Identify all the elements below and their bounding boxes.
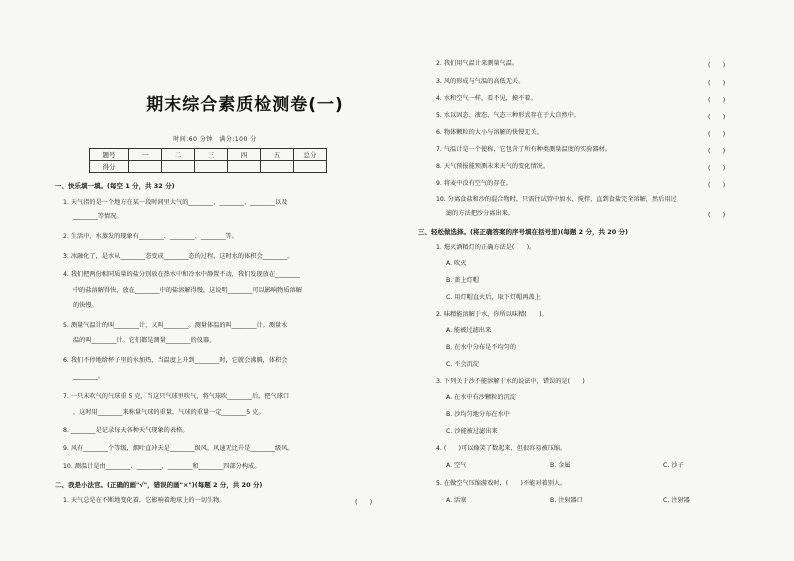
option-b[interactable]: B. 盖上灯帽 bbox=[446, 277, 479, 284]
score-row-label: 得分 bbox=[90, 161, 129, 173]
option-a[interactable]: A. 吹灭 bbox=[446, 260, 467, 267]
answer-paren[interactable]: ( ) bbox=[708, 97, 726, 104]
option-c[interactable]: C. 沙子 bbox=[663, 462, 684, 469]
score-cell: 二 bbox=[162, 149, 195, 161]
score-cell[interactable] bbox=[261, 161, 294, 173]
answer-paren[interactable]: ( ) bbox=[708, 131, 726, 138]
question-line: 中的盐溶解得快，放在________中的盐溶解得慢，这说明________可以影响物质溶解 bbox=[73, 287, 302, 294]
score-cell[interactable] bbox=[129, 161, 162, 173]
option-c[interactable]: C. 沙能被过滤出来 bbox=[446, 428, 498, 435]
question-line: 3. 冰融化了，是水从________态变成________态的过程，这时水的体积会________。 bbox=[63, 253, 294, 260]
question-line: 7. 一只未吹气的气球重 5 克，当这只气球里吹气，将气球吹________后，把气球口 bbox=[63, 393, 290, 400]
question-line: 1. 熄灭酒精灯的正确方法是( )。 bbox=[436, 244, 536, 251]
question-line: 5. 在做空气压缩游戏时，( )不能对着别人。 bbox=[436, 480, 567, 487]
question-line: 1. 天气指的是一个地方在某一段时间里大气的________、________、________以及 bbox=[63, 199, 288, 206]
question-line: 5. 水以固态、液态、气态三种形式存在于大自然中。 bbox=[436, 112, 580, 119]
question-line: 温的叫________计。它们都是测量________的仪器。 bbox=[73, 337, 216, 344]
question-line: ________。 bbox=[73, 373, 104, 380]
question-line: 8. 天气预报能预测未来天气的变化情况。 bbox=[436, 163, 550, 170]
option-b[interactable]: B. 金属 bbox=[550, 462, 571, 469]
option-b[interactable]: B. 注射器口 bbox=[550, 497, 583, 504]
exam-meta: 时间:60 分钟 满分:100 分 bbox=[173, 136, 257, 143]
answer-paren[interactable]: ( ) bbox=[708, 148, 726, 155]
score-table-header bbox=[90, 149, 327, 161]
question-line: 9. 将麦中没有空气的存在。 bbox=[436, 180, 512, 187]
question-line: 2. 生活中，水蒸发的现象有________、________、________等。 bbox=[63, 233, 238, 240]
right-column bbox=[418, 0, 748, 561]
question-line: ，这时用________来称量气球的重量，气球的重量一定________5 克。 bbox=[73, 409, 265, 416]
question-line: 1. 天气总是在不断地变化着，它影响着地球上的一切生物。 bbox=[63, 497, 226, 504]
score-cell: 三 bbox=[195, 149, 228, 161]
section-2-heading: 二、我是小法官。(正确的画"√"，错误的画"×")(每题 2 分，共 20 分) bbox=[55, 481, 263, 489]
score-table-row bbox=[90, 161, 327, 173]
section-1-heading: 一、快乐填一填。(每空 1 分，共 32 分) bbox=[55, 182, 175, 190]
answer-paren[interactable]: ( ) bbox=[708, 62, 726, 69]
option-a[interactable]: A. 在水中有沙颗粒的沉淀 bbox=[446, 394, 516, 401]
question-line: 6. 物体颗粒的大小与溶解的快慢无关。 bbox=[436, 129, 543, 136]
question-line: 3. 下列关于沙不能溶解于水的说法中，错误的是( ) bbox=[436, 378, 585, 385]
section-3-heading: 三、轻松做选择。(将正确答案的序号填在括号里)(每题 2 分，共 20 分) bbox=[418, 228, 629, 236]
left-column bbox=[55, 0, 395, 561]
question-line: 9. 风有________个等级，烟叶直冲天是________级风，风速无比升是________级风。 bbox=[63, 445, 294, 452]
question-line: 4. 我们把两份相同质量的盐分别放在热水中和冷水中静置不动，我们发现放在________ bbox=[63, 271, 300, 278]
answer-paren[interactable]: ( ) bbox=[708, 80, 726, 87]
question-line: 4. ( )可以像笑了数起来，但很容易被压缩。 bbox=[436, 445, 567, 452]
option-c[interactable]: C. 用灯帽直火后，取下灯帽再盖上 bbox=[446, 294, 541, 301]
option-b[interactable]: B. 在水中分布是不均匀的 bbox=[446, 344, 517, 351]
score-cell: 一 bbox=[129, 149, 162, 161]
answer-paren[interactable]: ( ) bbox=[355, 499, 373, 506]
question-line: 5. 测量气温计的叫________计，又叫________。测量体温的叫________计。测量水 bbox=[63, 322, 288, 329]
answer-paren[interactable]: ( ) bbox=[708, 114, 726, 121]
answer-paren[interactable]: ( ) bbox=[708, 165, 726, 172]
question-line: 2. 我们用气温计来测量气温。 bbox=[436, 60, 519, 67]
question-line: 的快慢。 bbox=[73, 302, 98, 309]
question-line: 2. 味精能溶解于水，你所以味精( )。 bbox=[436, 311, 548, 318]
question-line: 8. ________是记录每天各种天气现象的表格。 bbox=[63, 427, 189, 434]
score-cell[interactable] bbox=[294, 161, 327, 173]
question-line: 4. 水和空气一样，看不见，摸不着。 bbox=[436, 95, 537, 102]
page-title: 期末综合素质检测卷(一) bbox=[146, 95, 344, 115]
question-line: 6. 我们不停地给杯子里的水加热，当温度上升到________时，它就会沸腾，体积会 bbox=[63, 357, 288, 364]
question-line: 3. 风的形成与气温的高低无关。 bbox=[436, 78, 525, 85]
option-b[interactable]: B. 沙均匀地分布在水中 bbox=[446, 411, 510, 418]
option-a[interactable]: A. 能被过滤出来 bbox=[446, 327, 492, 334]
score-cell: 五 bbox=[261, 149, 294, 161]
score-cell: 题号 bbox=[90, 149, 129, 161]
score-cell: 四 bbox=[228, 149, 261, 161]
question-line: ________等情况。 bbox=[73, 213, 123, 220]
score-table bbox=[89, 148, 327, 173]
score-cell[interactable] bbox=[195, 161, 228, 173]
score-cell: 总分 bbox=[294, 149, 327, 161]
option-c[interactable]: C. 不会沉淀 bbox=[446, 361, 480, 368]
score-cell[interactable] bbox=[228, 161, 261, 173]
question-line: 7. 气温计是一个使称，它包含了所有种类测量温度的实验器材。 bbox=[436, 146, 611, 153]
question-line: 10. 测温计是由________、________、________和________四部分构成。 bbox=[63, 463, 261, 470]
question-line: 10. 分离食盐和沙的混合物时，只需往试管中加水，搅拌，直到食盐完全溶解，然后用过 bbox=[436, 196, 677, 203]
option-c[interactable]: C. 注射器 bbox=[663, 497, 690, 504]
question-line: 滤的方法把沙分离出来。 bbox=[446, 210, 515, 217]
score-cell[interactable] bbox=[162, 161, 195, 173]
answer-paren[interactable]: ( ) bbox=[708, 182, 726, 189]
answer-paren[interactable]: ( ) bbox=[708, 212, 726, 219]
option-a[interactable]: A. 活塞 bbox=[446, 497, 467, 504]
option-a[interactable]: A. 空气 bbox=[446, 462, 467, 469]
